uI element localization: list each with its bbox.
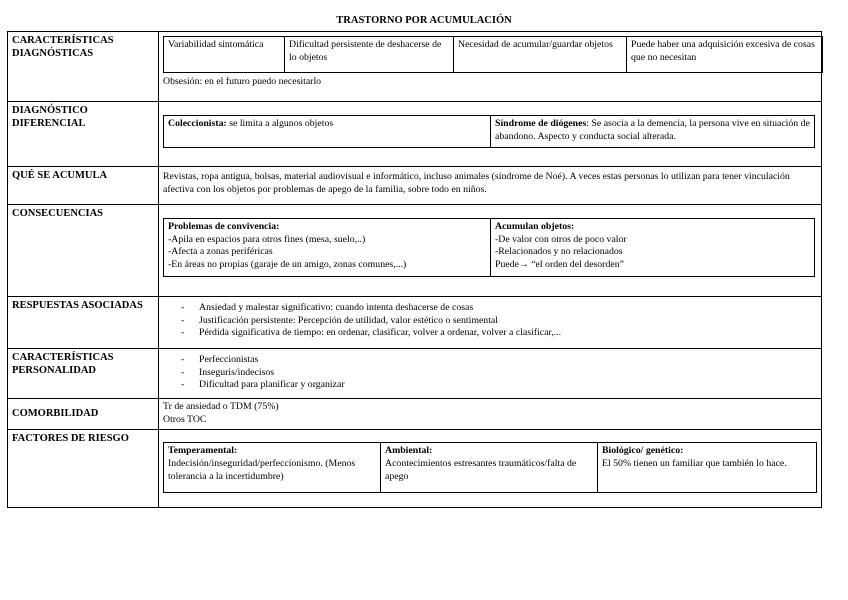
cell-head: Síndrome de diógenes (495, 118, 587, 129)
cell-line: Otros TOC (163, 413, 207, 425)
list-item: - Justificación persistente: Percepción de utilidad, valor estético o sentimental (181, 315, 818, 328)
consequences-table (163, 218, 815, 277)
cell-head: Acumulan objetos: (495, 221, 575, 232)
cell-line: -Apila en espacios para otros fines (mesa, suelo,..) (168, 233, 366, 245)
row-diferencial (8, 102, 822, 167)
list (163, 302, 818, 340)
cell-text: Revistas, ropa antigua, bolsas, material audiovisual e informático, incluso animales (síndrome de Noé). A veces estas personas lo utilizan para tener vinculación afectiva con los objetos por problemas de apego de la familia, sobre todo en niños. (159, 167, 822, 205)
row-label: RESPUESTAS ASOCIADAS (8, 297, 159, 349)
cell-text: : Se asocia a la demencia, la persona vive en situación de abandono. Aspecto y conducta social alterada. (495, 118, 810, 142)
summary-table (7, 31, 822, 508)
page-title: TRASTORNO POR ACUMULACIÓN (336, 15, 512, 26)
row-label: COMORBILIDAD (8, 399, 159, 430)
diagnostic-features-table (163, 36, 823, 73)
row-respuestas (8, 297, 822, 349)
cell (598, 443, 817, 493)
note: Obsesión: en el futuro puedo necesitarlo (163, 76, 322, 87)
cell-text: El 50% tienen un familiar que también lo hace. (602, 458, 787, 469)
cell-head: Biológico/ genético: (602, 445, 684, 457)
list-item: - Pérdida significativa de tiempo: en ordenar, clasificar, volver a ordenar, volver a clasificar,... (181, 327, 818, 340)
row-label: CARACTERÍSTICAS DIAGNÓSTICAS (8, 32, 159, 102)
row-diagnosticas (8, 32, 822, 102)
list-item: - Dificultad para planificar y organizar (181, 379, 818, 392)
list-item: - Inseguris/indecisos (181, 367, 818, 380)
list-item: - Ansiedad y malestar significativo: cuando intenta deshacerse de cosas (181, 302, 818, 315)
cell-text: Indecisión/inseguridad/perfeccionismo. (Menos tolerancia a la incertidumbre) (168, 458, 356, 482)
row-label: FACTORES DE RIESGO (8, 430, 159, 508)
cell-line: Puede→ “el orden del desorden” (495, 258, 624, 270)
row-label: CARACTERÍSTICAS PERSONALIDAD (8, 349, 159, 399)
cell (164, 443, 381, 493)
row-riesgo (8, 430, 822, 508)
cell-head: Ambiental: (385, 445, 433, 457)
cell-line: -En áreas no propias (garaje de un amigo, zonas comunes,...) (168, 258, 407, 270)
row-comorbilidad (8, 399, 822, 430)
cell (381, 443, 598, 493)
cell-head: Problemas de convivencia: (168, 221, 280, 232)
cell-text: Acontecimientos estresantes traumáticos/falta de apego (385, 458, 577, 482)
cell: Dificultad persistente de deshacerse de lo objetos (285, 37, 454, 73)
row-label: CONSECUENCIAS (8, 205, 159, 297)
cell (491, 116, 815, 148)
row-personalidad (8, 349, 822, 399)
cell-line: -Relacionados y no relacionados (495, 246, 623, 258)
cell (159, 399, 822, 430)
cell-line: -De valor con otros de poco valor (495, 233, 627, 245)
cell: Necesidad de acumular/guardar objetos (454, 37, 627, 73)
row-acumula (8, 167, 822, 205)
row-consecuencias (8, 205, 822, 297)
cell: Puede haber una adquisición excesiva de cosas que no necesitan (627, 37, 823, 73)
cell-line: Tr de ansiedad o TDM (75%) (163, 401, 279, 412)
row-label: QUÉ SE ACUMULA (8, 167, 159, 205)
cell-text: se limita a algunos objetos (226, 118, 334, 129)
cell (164, 219, 491, 277)
row-label: DIAGNÓSTICO DIFERENCIAL (8, 102, 159, 167)
cell: Variabilidad sintomática (164, 37, 285, 73)
risk-factors-table (163, 442, 817, 493)
list-item: - Perfeccionistas (181, 354, 818, 367)
cell-head: Coleccionista: (168, 118, 227, 129)
cell (164, 116, 491, 148)
cell (491, 219, 815, 277)
cell-head: Temperamental: (168, 445, 238, 457)
cell-line: -Afecta a zonas periféricas (168, 246, 273, 258)
differential-table (163, 115, 815, 148)
list (163, 354, 818, 392)
